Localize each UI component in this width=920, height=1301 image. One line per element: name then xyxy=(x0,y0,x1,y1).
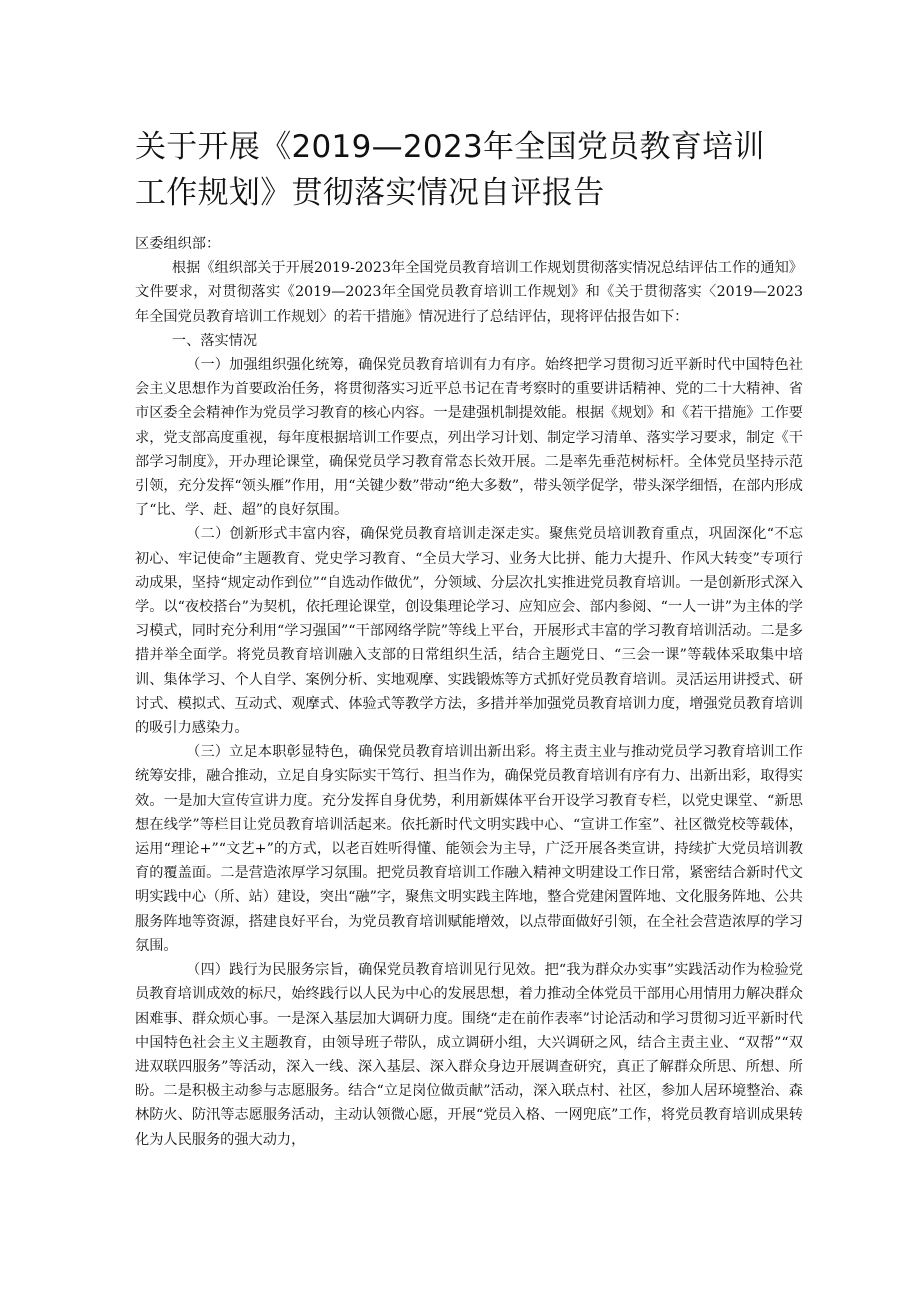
section-paragraph-3: （三）立足本职彰显特色，确保党员教育培训出新出彩。将主责主业与推动党员学习教育培训工作统筹安排，融合推动，立足自身实际实干笃行、担当作为，确保党员教育培训有序有力、出新出彩，取得实效。一是加大宣传宣讲力度。充分发挥自身优势，利用新媒体平台开设学习教育专栏，以党史课堂、“新思想在线学”等栏目让党员教育培训活起来。依托新时代文明实践中心、“宣讲工作室”、社区微党校等载体，运用“理论+”“文艺+”的方式，以老百姓听得懂、能领会为主导，广泛开展各类宣讲，持续扩大党员培训教育的覆盖面。二是营造浓厚学习氛围。把党员教育培训工作融入精神文明建设工作日常，紧密结合新时代文明实践中心（所、站）建设，突出“融”字，聚焦文明实践主阵地，整合党建闲置阵地、文化服务阵地、公共服务阵地等资源，搭建良好平台，为党员教育培训赋能增效，以点带面做好引领，在全社会营造浓厚的学习氛围。 xyxy=(135,744,803,954)
intro-paragraph: 根据《组织部关于开展2019-2023年全国党员教育培训工作规划贯彻落实情况总结评估工作的通知》文件要求，对贯彻落实《2019—2023年全国党员教育培训工作规划》和《关于贯彻落实〈2019—2023年全国党员教育培训工作规划〉的若干措施》情况进行了总结评估，现将评估报告如下： xyxy=(135,260,803,325)
document-title: 关于开展《2019—2023年全国党员教育培训工作规划》贯彻落实情况自评报告 xyxy=(135,129,765,211)
addressee: 区委组织部： xyxy=(135,236,221,252)
section-paragraph-1: （一）加强组织强化统筹，确保党员教育培训有力有序。始终把学习贯彻习近平新时代中国特色社会主义思想作为首要政治任务，将贯彻落实习近平总书记在青考察时的重要讲话精神、党的二十大精神、省市区委全会精神作为党员学习教育的核心内容。一是建强机制提效能。根据《规划》和《若干措施》工作要求，党支部高度重视，每年度根据培训工作要点，列出学习计划、制定学习清单、落实学习要求，制定《干部学习制度》，开办理论课堂，确保党员学习教育常态长效开展。二是率先垂范树标杆。全体党员坚持示范引领，充分发挥“领头雁”作用，用“关键少数”带动“绝大多数”，带头领学促学，带头深学细悟，在部内形成了“比、学、赶、超”的良好氛围。 xyxy=(135,357,803,519)
section-paragraph-4: （四）践行为民服务宗旨，确保党员教育培训见行见效。把“我为群众办实事”实践活动作为检验党员教育培训成效的标尺，始终践行以人民为中心的发展思想，着力推动全体党员干部用心用情用力解决群众困难事、群众烦心事。一是深入基层加大调研力度。围绕“走在前作表率”讨论活动和学习贯彻习近平新时代中国特色社会主义主题教育，由领导班子带队，成立调研小组，大兴调研之风，结合主责主业、“双帮”“双进双联四服务”等活动，深入一线、深入基层、深入群众身边开展调查研究，真正了解群众所思、所想、所盼。二是积极主动参与志愿服务。结合“立足岗位做贡献”活动，深入联点村、社区，参加人居环境整治、森林防火、防汛等志愿服务活动，主动认领微心愿，开展“党员入格、一网兜底”工作，将党员教育培训成果转化为人民服务的强大动力， xyxy=(135,962,803,1148)
section-paragraph-2: （二）创新形式丰富内容，确保党员教育培训走深走实。聚焦党员培训教育重点，巩固深化“不忘初心、牢记使命”主题教育、党史学习教育、“全员大学习、业务大比拼、能力大提升、作风大转变”专项行动成果，坚持“规定动作到位”“自选动作做优”，分领域、分层次扎实推进党员教育培训。一是创新形式深入学。以“夜校搭台”为契机，依托理论课堂，创设集理论学习、应知应会、部内参阅、“一人一讲”为主体的学习模式，同时充分利用“学习强国”“干部网络学院”等线上平台，开展形式丰富的学习教育培训活动。二是多措并举全面学。将党员教育培训融入支部的日常组织生活，结合主题党日、“三会一课”等载体采取集中培训、集体学习、个人自学、案例分析、实地观摩、实践锻炼等方式抓好党员教育培训。灵活运用讲授式、研讨式、模拟式、互动式、观摩式、体验式等教学方法，多措并举加强党员教育培训力度，增强党员教育培训的吸引力感染力。 xyxy=(135,526,803,737)
document-body xyxy=(135,232,803,1152)
section-heading: 一、落实情况 xyxy=(171,332,258,349)
